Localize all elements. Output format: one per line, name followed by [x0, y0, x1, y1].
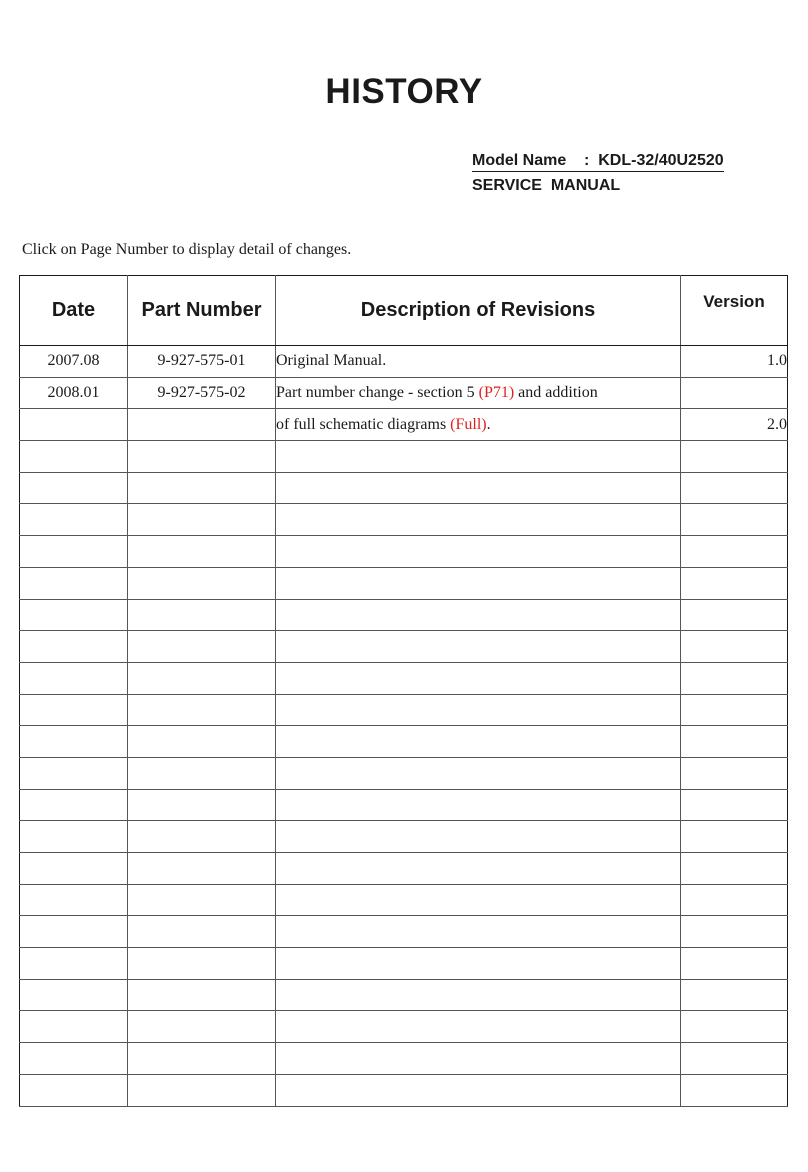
header-date: Date — [20, 276, 128, 346]
empty-cell — [276, 694, 681, 726]
empty-cell — [276, 1043, 681, 1075]
empty-cell — [128, 567, 276, 599]
empty-cell — [128, 694, 276, 726]
empty-cell — [20, 853, 128, 885]
table-row-empty — [20, 1043, 788, 1075]
empty-cell — [276, 979, 681, 1011]
row-part-number: 9-927-575-02 — [128, 377, 276, 409]
table-row-empty — [20, 821, 788, 853]
empty-cell — [128, 1074, 276, 1106]
empty-cell — [128, 948, 276, 980]
table-row — [20, 377, 788, 409]
service-manual-label: SERVICE MANUAL — [472, 177, 621, 194]
table-row-empty — [20, 662, 788, 694]
instruction-text: Click on Page Number to display detail of changes. — [22, 241, 352, 258]
empty-cell — [20, 504, 128, 536]
row-version: 1.0 — [681, 346, 788, 378]
empty-cell — [128, 1043, 276, 1075]
empty-cell — [681, 979, 788, 1011]
empty-cell — [276, 472, 681, 504]
empty-cell — [681, 567, 788, 599]
table-row-empty — [20, 884, 788, 916]
row-date: 2007.08 — [20, 346, 128, 378]
empty-cell — [20, 979, 128, 1011]
description-text: Part number change - section 5 — [276, 384, 479, 402]
empty-cell — [128, 726, 276, 758]
empty-cell — [276, 1011, 681, 1043]
empty-cell — [681, 884, 788, 916]
empty-cell — [20, 916, 128, 948]
table-row — [20, 346, 788, 378]
empty-cell — [276, 853, 681, 885]
empty-cell — [681, 694, 788, 726]
row-date: 2008.01 — [20, 377, 128, 409]
table-row — [20, 409, 788, 441]
empty-cell — [681, 789, 788, 821]
empty-cell — [128, 916, 276, 948]
empty-cell — [276, 599, 681, 631]
empty-cell — [276, 821, 681, 853]
empty-cell — [128, 979, 276, 1011]
row-part-number — [128, 409, 276, 441]
empty-cell — [681, 599, 788, 631]
empty-cell — [276, 441, 681, 473]
header-version: Version — [681, 276, 788, 346]
empty-cell — [681, 1074, 788, 1106]
empty-cell — [681, 853, 788, 885]
empty-cell — [20, 884, 128, 916]
table-row-empty — [20, 472, 788, 504]
empty-cell — [128, 536, 276, 568]
description-text: of full schematic diagrams — [276, 415, 451, 433]
table-row-empty — [20, 441, 788, 473]
empty-cell — [20, 1074, 128, 1106]
empty-cell — [681, 441, 788, 473]
empty-cell — [276, 662, 681, 694]
table-row-empty — [20, 916, 788, 948]
table-row-empty — [20, 789, 788, 821]
empty-cell — [128, 853, 276, 885]
row-description — [276, 346, 681, 378]
header-description: Description of Revisions — [276, 276, 681, 346]
empty-cell — [20, 631, 128, 663]
empty-cell — [20, 1043, 128, 1075]
empty-cell — [20, 536, 128, 568]
empty-cell — [20, 1011, 128, 1043]
empty-cell — [276, 536, 681, 568]
empty-cell — [20, 441, 128, 473]
empty-cell — [681, 757, 788, 789]
table-row-empty — [20, 726, 788, 758]
revision-history-table — [19, 275, 788, 1107]
table-row-empty — [20, 567, 788, 599]
empty-cell — [20, 599, 128, 631]
empty-cell — [681, 948, 788, 980]
empty-cell — [128, 662, 276, 694]
empty-cell — [276, 567, 681, 599]
table-row-empty — [20, 853, 788, 885]
empty-cell — [128, 757, 276, 789]
empty-cell — [128, 504, 276, 536]
empty-cell — [20, 662, 128, 694]
empty-cell — [20, 567, 128, 599]
empty-cell — [276, 631, 681, 663]
table-row-empty — [20, 504, 788, 536]
empty-cell — [276, 726, 681, 758]
empty-cell — [681, 662, 788, 694]
empty-cell — [128, 1011, 276, 1043]
table-row-empty — [20, 694, 788, 726]
table-row-empty — [20, 1011, 788, 1043]
row-part-number: 9-927-575-01 — [128, 346, 276, 378]
empty-cell — [681, 631, 788, 663]
empty-cell — [128, 789, 276, 821]
empty-cell — [276, 789, 681, 821]
table-row-empty — [20, 979, 788, 1011]
empty-cell — [128, 441, 276, 473]
empty-cell — [128, 599, 276, 631]
header-part-number: Part Number — [128, 276, 276, 346]
empty-cell — [20, 472, 128, 504]
table-row-empty — [20, 631, 788, 663]
empty-cell — [681, 472, 788, 504]
page-title: HISTORY — [325, 72, 483, 111]
row-description — [276, 409, 681, 441]
empty-cell — [20, 757, 128, 789]
description-text: . — [486, 415, 491, 433]
page-link-p71[interactable]: (P71) — [478, 384, 515, 402]
empty-cell — [128, 631, 276, 663]
empty-cell — [128, 472, 276, 504]
empty-cell — [128, 821, 276, 853]
row-description — [276, 377, 681, 409]
table-header-row — [20, 276, 788, 346]
empty-cell — [681, 916, 788, 948]
empty-cell — [681, 504, 788, 536]
model-name: Model Name : KDL-32/40U2520 — [472, 152, 724, 172]
table-row-empty — [20, 536, 788, 568]
table-row-empty — [20, 948, 788, 980]
empty-cell — [20, 726, 128, 758]
empty-cell — [276, 916, 681, 948]
page-link-full[interactable]: (Full) — [450, 415, 487, 433]
empty-cell — [276, 504, 681, 536]
empty-cell — [681, 1043, 788, 1075]
empty-cell — [276, 884, 681, 916]
description-text: and addition — [514, 384, 598, 402]
empty-cell — [128, 884, 276, 916]
empty-cell — [681, 726, 788, 758]
empty-cell — [681, 821, 788, 853]
empty-cell — [276, 948, 681, 980]
row-version — [681, 377, 788, 409]
table-row-empty — [20, 757, 788, 789]
empty-cell — [20, 789, 128, 821]
empty-cell — [20, 821, 128, 853]
row-date — [20, 409, 128, 441]
description-text: Original Manual. — [276, 352, 387, 370]
empty-cell — [681, 536, 788, 568]
empty-cell — [276, 1074, 681, 1106]
empty-cell — [20, 948, 128, 980]
row-version: 2.0 — [681, 409, 788, 441]
empty-cell — [20, 694, 128, 726]
table-row-empty — [20, 1074, 788, 1106]
empty-cell — [276, 757, 681, 789]
table-row-empty — [20, 599, 788, 631]
empty-cell — [681, 1011, 788, 1043]
